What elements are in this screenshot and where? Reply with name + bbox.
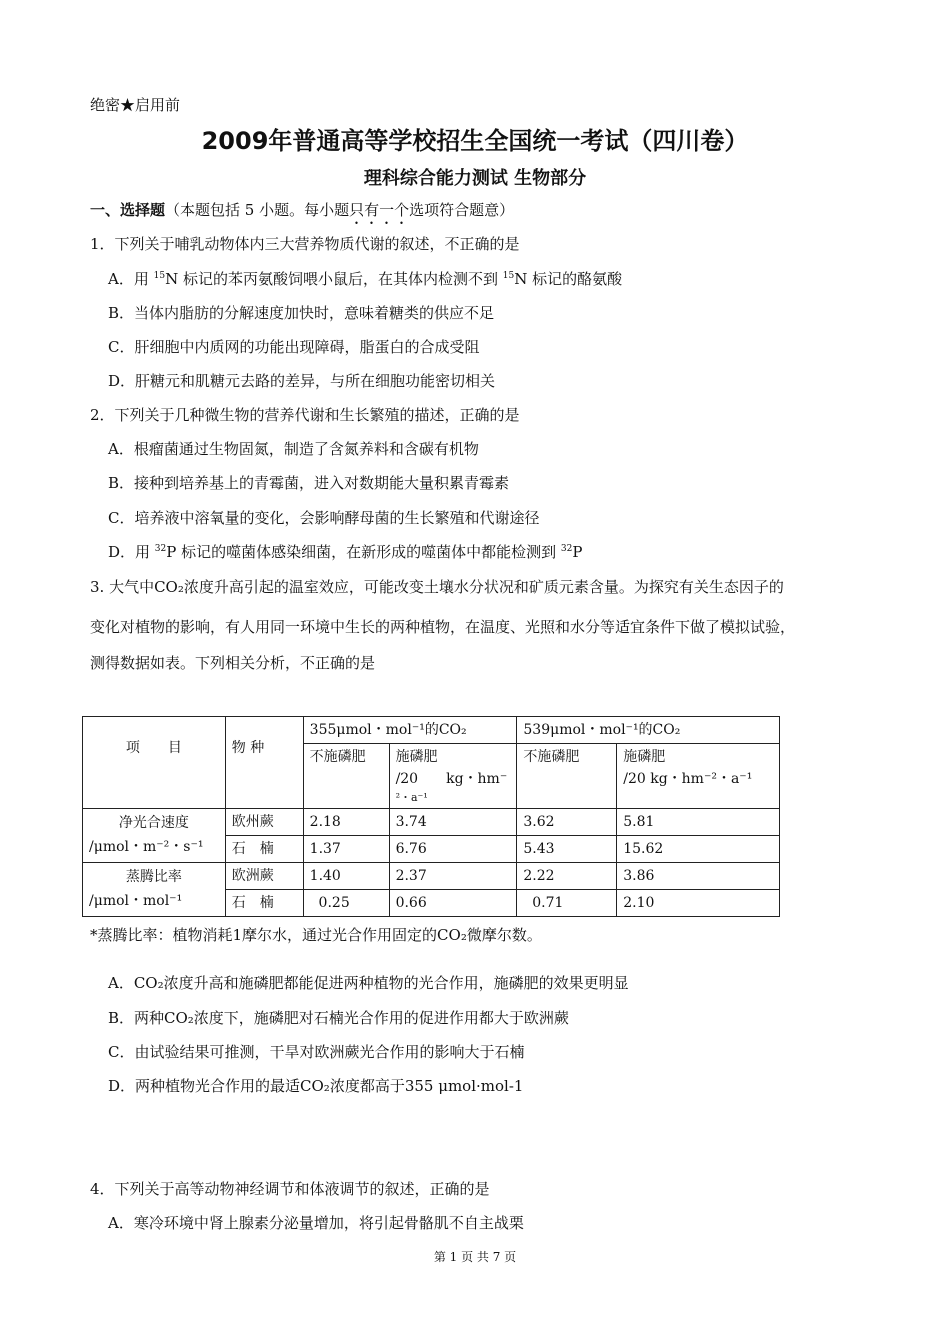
q2-option-d <box>108 541 582 562</box>
page-number: 第 1 页 共 7 页 <box>433 1250 517 1264</box>
value-cell: 3.74 <box>389 809 517 836</box>
q2-option-b: B．接种到培养基上的青霉菌，进入对数期能大量积累青霉素 <box>108 474 510 492</box>
col-header-phosphate-1 <box>389 744 517 809</box>
phosphate-1-line3: ²・a⁻¹ <box>395 791 428 804</box>
species-cell: 欧州蕨 <box>225 809 303 836</box>
q3-stem-line3: 测得数据如表。下列相关分析，不正确的是 <box>90 654 376 672</box>
q1-a-pre: A．用 <box>108 270 154 288</box>
q3-stem-line2: 变化对植物的影响，有人用同一环境中生长的两种植物，在温度、光照和水分等适宜条件下做了模拟试验， <box>90 618 796 636</box>
q2-stem: 2．下列关于几种微生物的营养代谢和生长繁殖的描述，正确的是 <box>90 406 520 424</box>
net-photosynthesis-unit: /μmol・m⁻²・s⁻¹ <box>89 839 204 855</box>
exam-title: 2009年普通高等学校招生全国统一考试（四川卷） <box>201 127 749 155</box>
exam-subtitle: 理科综合能力测试 生物部分 <box>363 168 587 189</box>
value-cell: 6.76 <box>389 836 517 863</box>
q1-option-a <box>108 268 622 289</box>
q1-a-post: N 标记的酪氨酸 <box>514 270 623 288</box>
value-cell: 5.81 <box>617 809 780 836</box>
value-cell: 1.37 <box>303 836 389 863</box>
section-heading <box>90 199 514 228</box>
value-cell: 3.62 <box>517 809 617 836</box>
value-cell: 0.25 <box>303 890 389 917</box>
q2-option-c: C．培养液中溶氧量的变化，会影响酵母菌的生长繁殖和代谢途径 <box>108 509 540 527</box>
q2-d-sup2: 32 <box>560 544 573 554</box>
col-header-phosphate-2 <box>617 744 780 809</box>
q3-stem-line1: 3. 大气中CO₂浓度升高引起的温室效应，可能改变土壤水分状况和矿质元素含量。为探究有关生态因子的 <box>90 578 784 596</box>
section-note-post: 选项符合题意） <box>409 201 515 219</box>
row-label-transpiration-ratio <box>83 863 226 917</box>
value-cell: 15.62 <box>617 836 780 863</box>
q3-option-c: C．由试验结果可推测，干旱对欧洲蕨光合作用的影响大于石楠 <box>108 1043 525 1061</box>
section-note-pre: （本题包括 5 小题。每小题 <box>165 201 350 219</box>
col-header-item: 项 目 <box>83 717 226 809</box>
value-cell: 2.22 <box>517 863 617 890</box>
species-cell: 欧洲蕨 <box>225 863 303 890</box>
species-cell: 石 楠 <box>225 890 303 917</box>
q2-d-mid: P 标记的噬菌体感染细菌，在新形成的噬菌体中都能检测到 <box>166 543 561 561</box>
col-group-355: 355μmol・mol⁻¹的CO₂ <box>303 717 517 744</box>
q3-option-d: D．两种植物光合作用的最适CO₂浓度都高于355 μmol·mol-1 <box>108 1077 524 1095</box>
q2-d-post: P <box>572 543 583 561</box>
value-cell: 5.43 <box>517 836 617 863</box>
q1-a-sup1: 15 <box>153 271 166 281</box>
value-cell: 0.71 <box>517 890 617 917</box>
value-cell: 1.40 <box>303 863 389 890</box>
value-cell: 0.66 <box>389 890 517 917</box>
table-header-row-1 <box>83 717 780 744</box>
transpiration-ratio-unit: /μmol・mol⁻¹ <box>89 893 183 909</box>
q3-option-a: A．CO₂浓度升高和施磷肥都能促进两种植物的光合作用，施磷肥的效果更明显 <box>108 974 629 992</box>
q1-a-mid: N 标记的苯丙氨酸饲喂小鼠后，在其体内检测不到 <box>165 270 503 288</box>
q2-option-a: A．根瘤菌通过生物固氮，制造了含氮养料和含碳有机物 <box>108 440 479 458</box>
q4-option-a: A．寒冷环境中肾上腺素分泌量增加，将引起骨骼肌不自主战栗 <box>108 1214 524 1232</box>
section-note-emphasis: 只有一个 <box>349 201 410 219</box>
q2-d-pre: D．用 <box>108 543 155 561</box>
value-cell: 2.18 <box>303 809 389 836</box>
section-title: 一、选择题 <box>90 201 166 219</box>
q3-option-b: B．两种CO₂浓度下，施磷肥对石楠光合作用的促进作用都大于欧洲蕨 <box>108 1009 569 1027</box>
value-cell: 3.86 <box>617 863 780 890</box>
table-row <box>83 863 780 890</box>
value-cell: 2.37 <box>389 863 517 890</box>
net-photosynthesis-label: 净光合速度 <box>118 815 189 831</box>
q1-a-sup2: 15 <box>502 271 515 281</box>
phosphate-2-line2: /20 kg・hm⁻²・a⁻¹ <box>623 771 753 787</box>
secret-label: 绝密★启用前 <box>90 96 181 114</box>
q1-option-b: B．当体内脂肪的分解速度加快时，意味着糖类的供应不足 <box>108 304 495 322</box>
table-row <box>83 809 780 836</box>
value-cell: 2.10 <box>617 890 780 917</box>
transpiration-ratio-label: 蒸腾比率 <box>125 869 182 885</box>
q3-footnote: *蒸腾比率：植物消耗1摩尔水，通过光合作用固定的CO₂微摩尔数。 <box>90 926 542 944</box>
col-header-species: 物 种 <box>225 717 303 809</box>
phosphate-1-line2: /20 kg・hm⁻ <box>395 771 508 787</box>
q1-option-c: C．肝细胞中内质网的功能出现障碍，脂蛋白的合成受阻 <box>108 338 480 356</box>
q4-stem: 4．下列关于高等动物神经调节和体液调节的叙述，正确的是 <box>90 1180 490 1198</box>
col-header-no-phosphate-2: 不施磷肥 <box>517 744 617 809</box>
col-header-no-phosphate-1: 不施磷肥 <box>303 744 389 809</box>
q3-data-table <box>82 716 780 917</box>
row-label-net-photosynthesis <box>83 809 226 863</box>
col-group-539: 539μmol・mol⁻¹的CO₂ <box>517 717 780 744</box>
phosphate-2-line1: 施磷肥 <box>623 749 666 765</box>
phosphate-1-line1: 施磷肥 <box>395 749 438 765</box>
species-cell: 石 楠 <box>225 836 303 863</box>
q1-stem: 1．下列关于哺乳动物体内三大营养物质代谢的叙述，不正确的是 <box>90 235 520 253</box>
q1-option-d: D．肝糖元和肌糖元去路的差异，与所在细胞功能密切相关 <box>108 372 496 390</box>
q2-d-sup1: 32 <box>154 544 167 554</box>
